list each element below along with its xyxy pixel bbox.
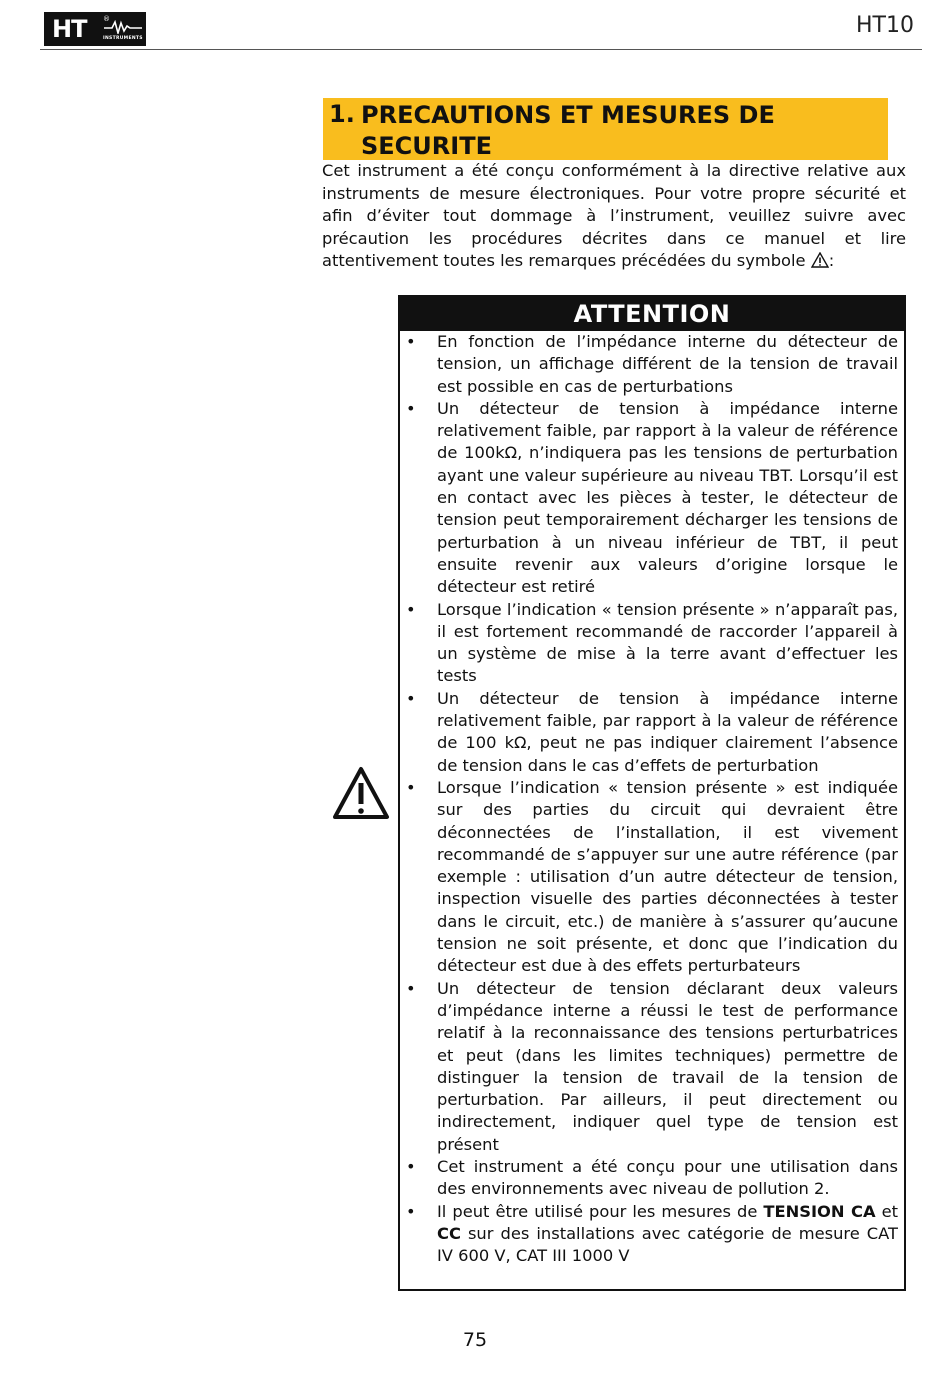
bullet: • bbox=[406, 332, 416, 351]
attention-list bbox=[400, 331, 904, 1267]
warning-triangle-icon bbox=[332, 766, 390, 824]
warning-triangle-icon bbox=[811, 252, 829, 275]
bullet: • bbox=[406, 978, 416, 998]
list-item bbox=[400, 398, 904, 599]
section-title: PRECAUTIONS ET MESURES DE SECURITE bbox=[361, 101, 775, 160]
list-item-text: Un détecteur de tension à impédance interne relativement faible, par rapport à la valeur de référence de 100 kΩ, peut ne pas indiquer clairement l’absence de tension dans le cas d’effets de perturbation bbox=[437, 688, 898, 775]
list-item-text: En fonction de l’impédance interne du détecteur de tension, un affichage différent de la tension de travail est possible en cas de perturbations bbox=[437, 332, 898, 396]
attention-box bbox=[398, 295, 906, 1291]
document-code: HT10 bbox=[856, 13, 914, 38]
attention-title: ATTENTION bbox=[400, 297, 904, 331]
list-item bbox=[400, 1156, 904, 1201]
intro-paragraph bbox=[322, 160, 906, 275]
waveform-icon bbox=[104, 20, 142, 34]
section-heading bbox=[323, 98, 888, 160]
bold-text: TENSION CA bbox=[763, 1201, 876, 1221]
section-number: 1. bbox=[329, 100, 355, 128]
list-item bbox=[400, 777, 904, 978]
bullet: • bbox=[406, 1201, 416, 1221]
page-number: 75 bbox=[462, 1329, 488, 1351]
text-segment: Il peut être utilisé pour les mesures de bbox=[437, 1201, 764, 1221]
list-item bbox=[400, 599, 904, 688]
logo-registered-mark: ® bbox=[103, 15, 110, 23]
bold-text: CC bbox=[437, 1223, 461, 1243]
bullet: • bbox=[406, 688, 416, 708]
list-item bbox=[400, 1201, 904, 1268]
list-item-text bbox=[437, 1202, 898, 1266]
logo-subtitle: INSTRUMENTS bbox=[103, 36, 143, 41]
list-item bbox=[400, 688, 904, 777]
logo-text: HT bbox=[52, 15, 87, 43]
bullet: • bbox=[406, 599, 416, 619]
header-divider bbox=[40, 49, 922, 50]
text-segment: et bbox=[875, 1201, 898, 1221]
list-item bbox=[400, 978, 904, 1156]
intro-text: Cet instrument a été conçu conformément à la directive relative aux instruments de mesure électroniques. Pour votre propre sécurité et afin d’éviter tout dommage à l’instrument, veuillez suivre avec précaution les procédures décrites dans ce manuel et lire attentivement toutes les remarques précédées du symbole bbox=[322, 161, 906, 271]
list-item-text: Un détecteur de tension déclarant deux valeurs d’impédance interne a réussi le test de performance relatif à la reconnaissance des tensions perturbatrices et peut (dans les limites techniques) permettre de distinguer la tension de travail de la tension de perturbation. Par ailleurs, il peut directement ou indirectement, indiquer quel type de tension est présent bbox=[437, 978, 898, 1154]
list-item bbox=[400, 331, 904, 398]
ht-instruments-logo bbox=[44, 12, 146, 46]
intro-suffix: : bbox=[828, 251, 835, 271]
list-item-text: Cet instrument a été conçu pour une utilisation dans des environnements avec niveau de pollution 2. bbox=[437, 1156, 898, 1199]
text-segment: sur des installations avec catégorie de mesure CAT IV 600 V, CAT III 1000 V bbox=[437, 1223, 898, 1266]
list-item-text: Lorsque l’indication « tension présente » n’apparaît pas, il est fortement recommandé de raccorder l’appareil à un système de mise à la terre avant d’effectuer les tests bbox=[437, 599, 898, 686]
bullet: • bbox=[406, 1156, 416, 1176]
bullet: • bbox=[406, 398, 416, 418]
list-item-text: Un détecteur de tension à impédance interne relativement faible, par rapport à la valeur de référence de 100kΩ, n’indiquera pas les tensions de perturbation ayant une valeur supérieure au niveau TBT. Lorsqu’il est en contact avec les pièces à tester, le détecteur de tension peut temporairement décharger les tensions de perturbation à un niveau inférieur de TBT, il peut ensuite revenir aux valeurs d’origine lorsque le détecteur est retiré bbox=[437, 398, 898, 597]
bullet: • bbox=[406, 777, 416, 797]
list-item-text: Lorsque l’indication « tension présente » est indiquée sur des parties du circuit qui devraient être déconnectées de l’installation, il est vivement recommandé de s’appuyer sur une autre référence (par exemple : utilisation d’un autre détecteur de tension, inspection visuelle des parties déconnectées à tester dans le circuit, etc.) de manière à s’assurer qu’aucune tension ne soit présente, et donc que l’indication du détecteur est due à des effets perturbateurs bbox=[437, 777, 898, 976]
